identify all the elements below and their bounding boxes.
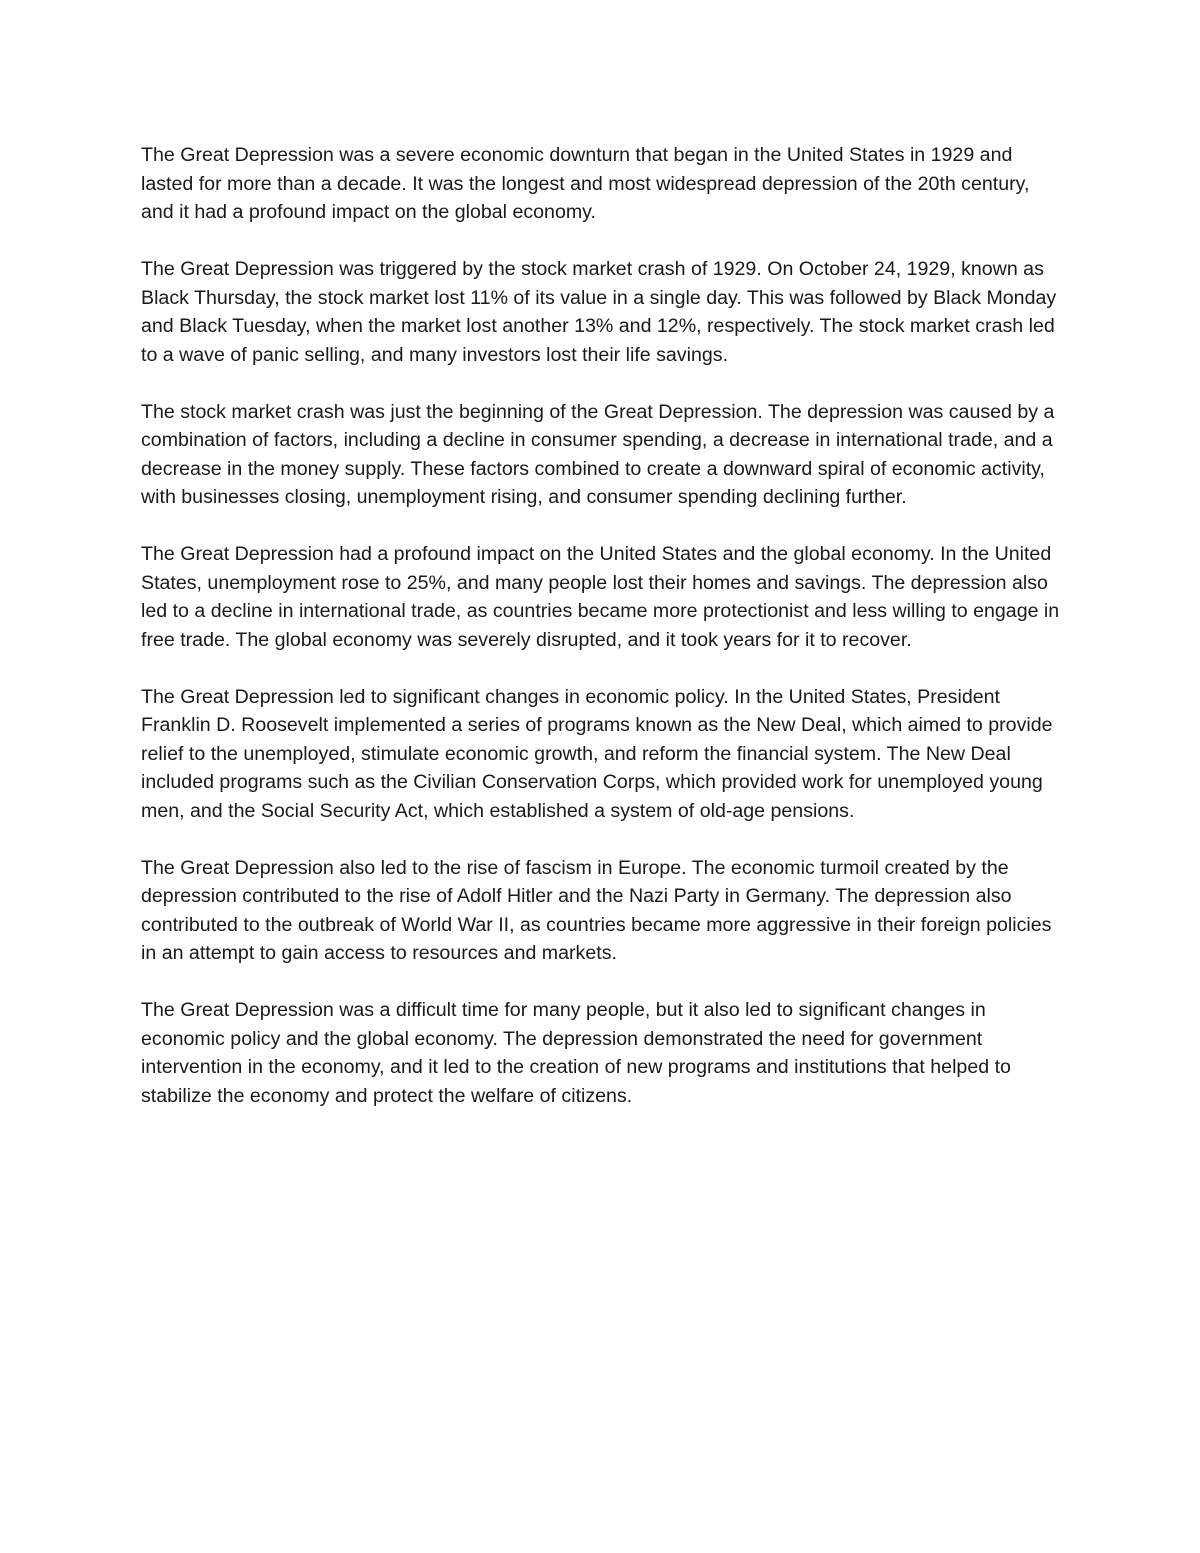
paragraph-conclusion: The Great Depression was a difficult time for many people, but it also led to significant changes in economic policy and the global economy. The depression demonstrated the need for government intervention in the economy, and it led to the creation of new programs and institutions that helped to stabilize the economy and protect the welfare of citizens. [141, 999, 1011, 1107]
paragraph-impact: The Great Depression had a profound impact on the United States and the global economy. In the United States, unemployment rose to 25%, and many people lost their homes and savings. The depression also led to a decline in international trade, as countries became more protectionist and less willing to engage in free trade. The global economy was severely disrupted, and it took years for it to recover. [141, 543, 1060, 651]
paragraph-causes: The stock market crash was just the beginning of the Great Depression. The depression was caused by a combination of factors, including a decline in consumer spending, a decrease in international trade, and a decrease in the money supply. These factors combined to create a downward spiral of economic activity, with businesses closing, unemployment rising, and consumer spending declining further. [141, 400, 1055, 508]
paragraph-intro: The Great Depression was a severe economic downturn that began in the United States in 1929 and lasted for more than a decade. It was the longest and most widespread depression of the 20th century, and it had a profound impact on the global economy. [141, 144, 1030, 223]
paragraph-fascism: The Great Depression also led to the rise of fascism in Europe. The economic turmoil created by the depression contributed to the rise of Adolf Hitler and the Nazi Party in Germany. The depression also contributed to the outbreak of World War II, as countries became more aggressive in their foreign policies in an attempt to gain access to resources and markets. [141, 856, 1052, 964]
document-body [141, 141, 1066, 1139]
paragraph-stock-market-crash: The Great Depression was triggered by the stock market crash of 1929. On October 24, 1929, known as Black Thursday, the stock market lost 11% of its value in a single day. This was followed by Black Monday and Black Tuesday, when the market lost another 13% and 12%, respectively. The stock market crash led to a wave of panic selling, and many investors lost their life savings. [141, 258, 1057, 366]
paragraph-new-deal: The Great Depression led to significant changes in economic policy. In the United States, President Franklin D. Roosevelt implemented a series of programs known as the New Deal, which aimed to provide relief to the unemployed, stimulate economic growth, and reform the financial system. The New Deal included programs such as the Civilian Conservation Corps, which provided work for unemployed young men, and the Social Security Act, which established a system of old-age pensions. [141, 685, 1053, 822]
